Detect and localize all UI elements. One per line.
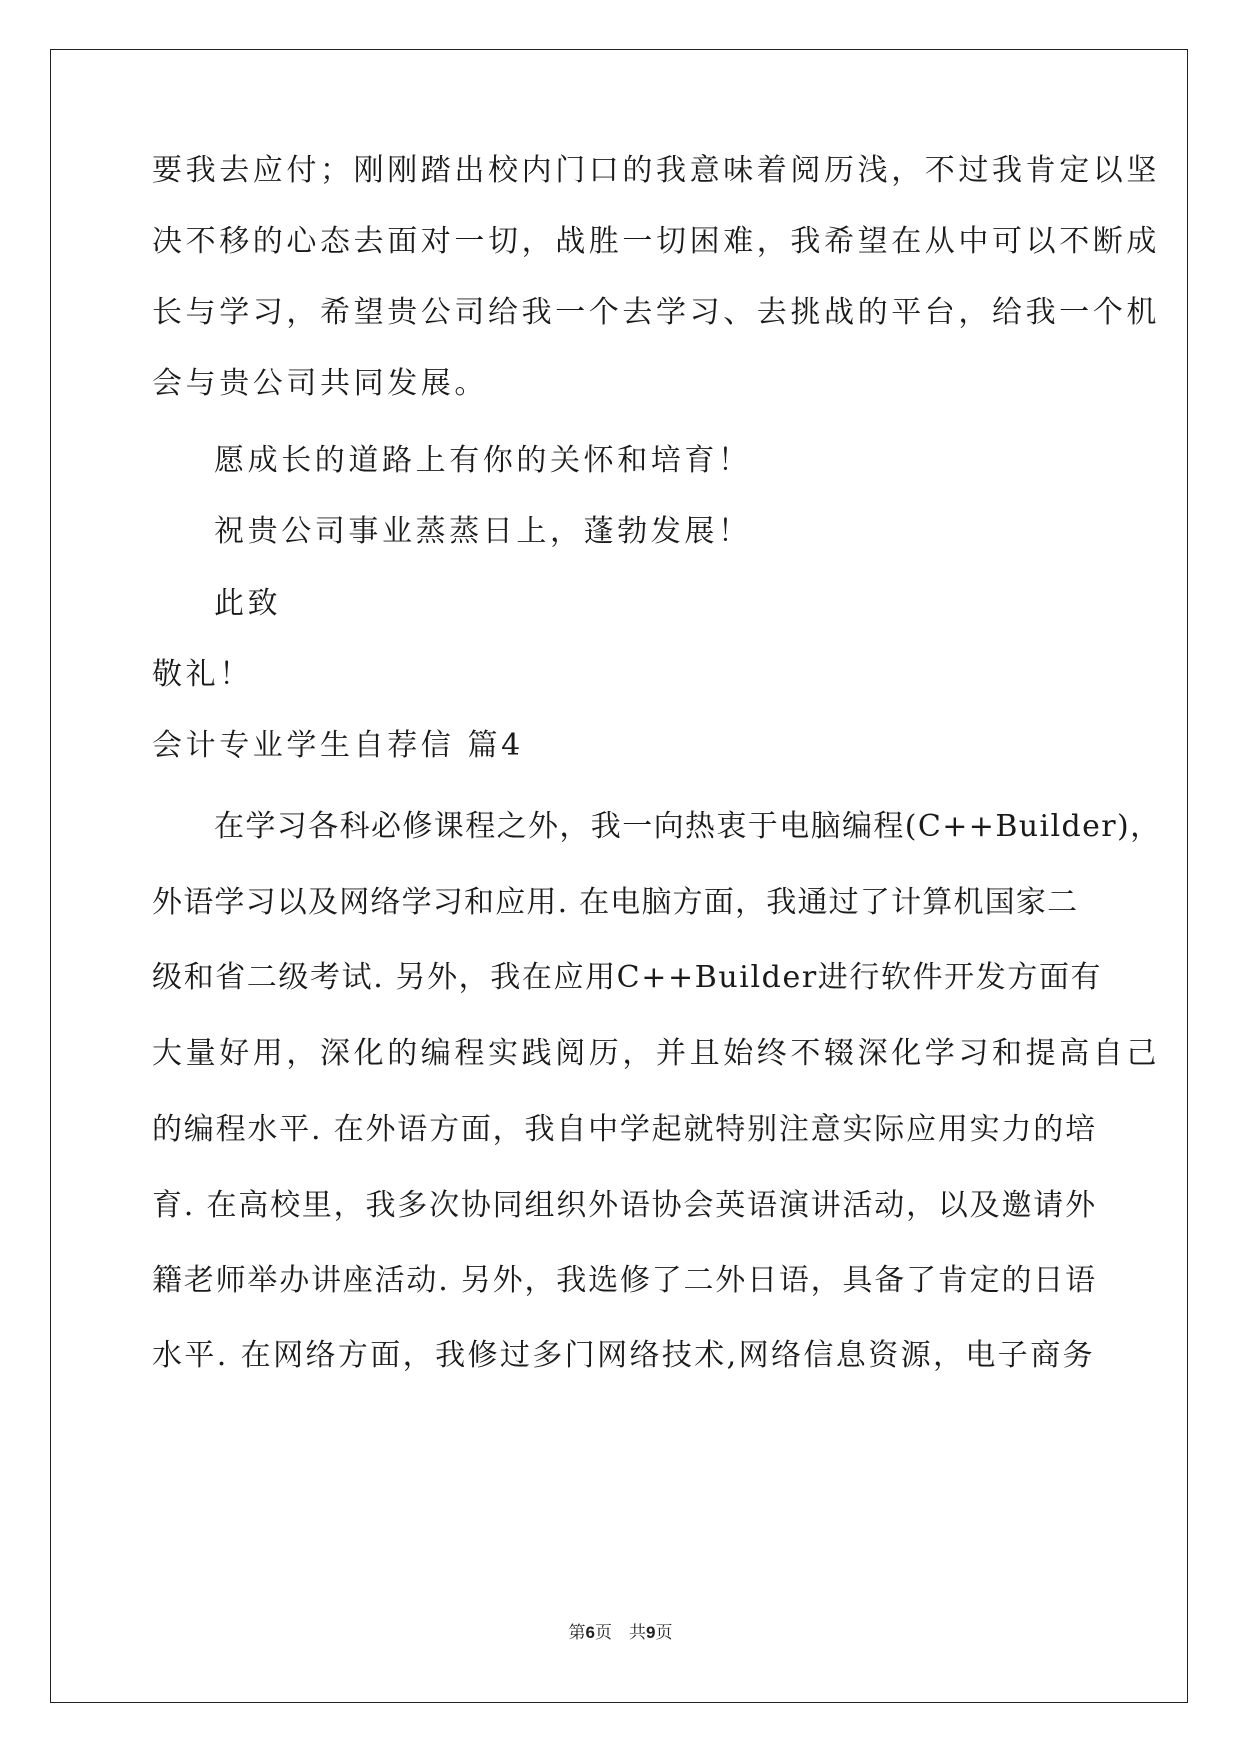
text-line: 会与贵公司共同发展。	[152, 366, 488, 401]
text-line: 水平. 在网络方面，我修过多门网络技术,网络信息资源，电子商务	[152, 1338, 1096, 1373]
footer-suffix: 页	[655, 1623, 673, 1643]
text-line: 决不移的心态去面对一切，战胜一切困难，我希望在从中可以不断成	[152, 224, 1160, 259]
text-line: 在学习各科必修课程之外，我一向热衷于电脑编程(C++Builder)，	[214, 809, 1162, 844]
text-line: 外语学习以及网络学习和应用. 在电脑方面，我通过了计算机国家二	[152, 885, 1079, 920]
text-line: 级和省二级考试. 另外，我在应用C++Builder进行软件开发方面有	[152, 960, 1103, 995]
current-page-number: 6	[585, 1623, 595, 1642]
text-line: 祝贵公司事业蒸蒸日上，蓬勃发展！	[214, 514, 752, 549]
text-line: 长与学习，希望贵公司给我一个去学习、去挑战的平台，给我一个机	[152, 295, 1160, 330]
text-line: 育. 在高校里，我多次协同组织外语协会英语演讲活动，以及邀请外	[152, 1188, 1097, 1223]
text-line: 敬礼！	[152, 657, 253, 692]
text-line: 大量好用，深化的编程实践阅历，并且始终不辍深化学习和提高自己	[152, 1036, 1160, 1071]
footer-mid: 页 共	[595, 1623, 646, 1643]
text-line: 要我去应付；刚刚踏出校内门口的我意味着阅历浅，不过我肯定以坚	[152, 153, 1160, 188]
text-line: 此致	[214, 586, 282, 621]
page-footer	[0, 1621, 1241, 1645]
footer-prefix: 第	[568, 1623, 586, 1643]
text-line: 愿成长的道路上有你的关怀和培育！	[214, 443, 752, 478]
text-line: 籍老师举办讲座活动. 另外，我选修了二外日语，具备了肯定的日语	[152, 1263, 1097, 1298]
section-heading: 会计专业学生自荐信 篇4	[152, 728, 524, 763]
text-line: 的编程水平. 在外语方面，我自中学起就特别注意实际应用实力的培	[152, 1112, 1097, 1147]
total-pages-number: 9	[646, 1623, 656, 1642]
